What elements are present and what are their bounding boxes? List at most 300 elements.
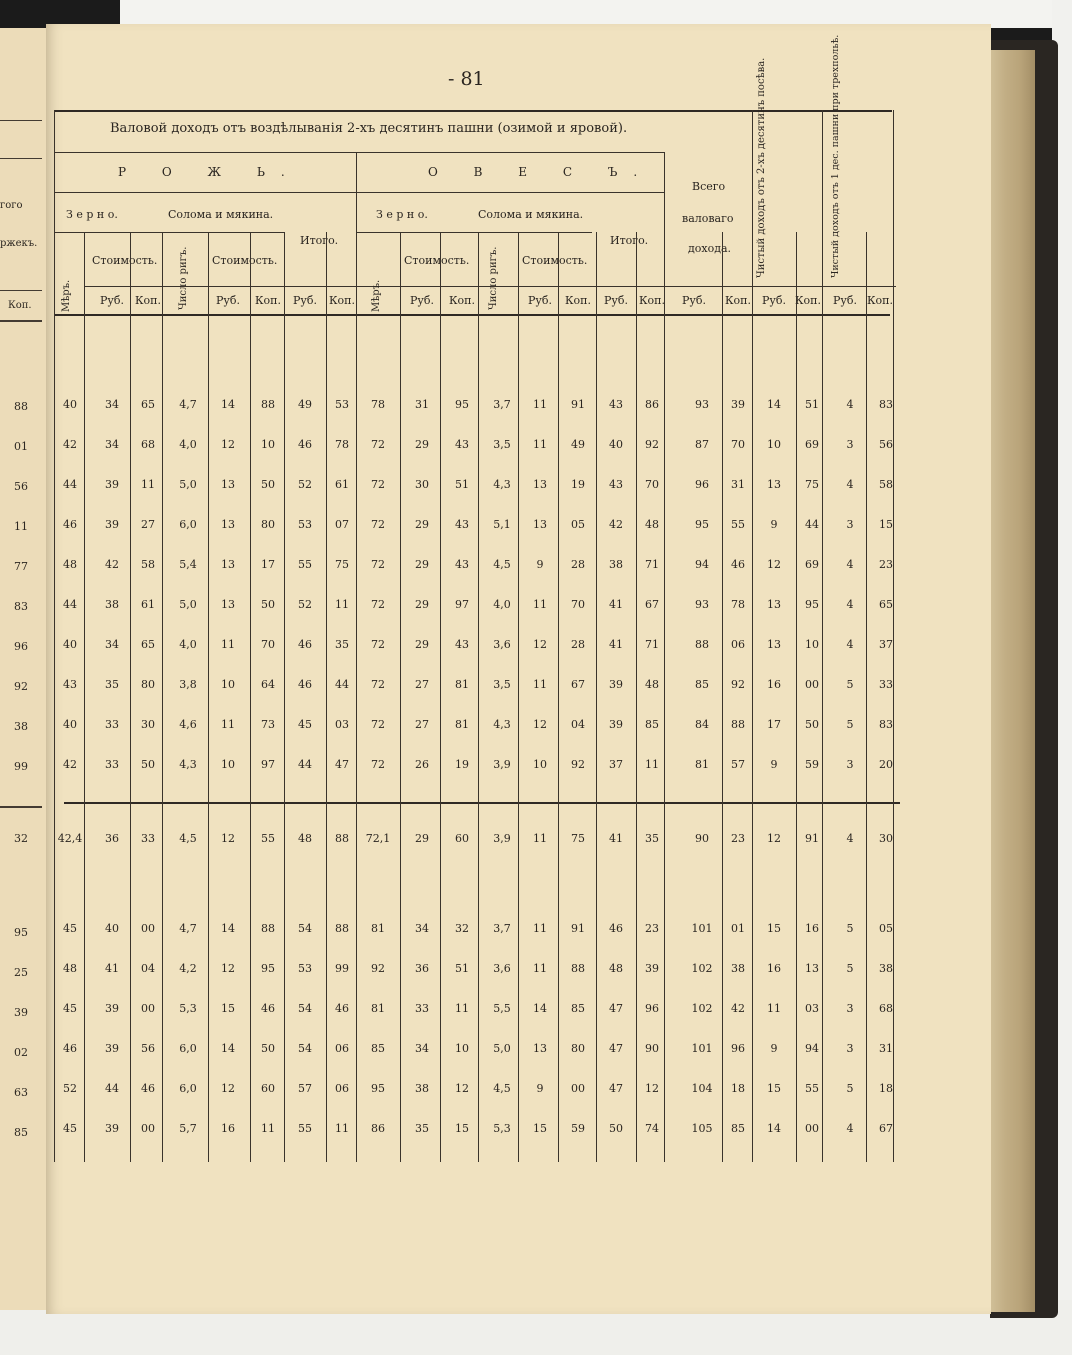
- table-cell: 101: [691, 922, 713, 935]
- table-cell: 16: [767, 678, 781, 691]
- table-cell: 4,5: [493, 1082, 511, 1095]
- table-cell: 28: [571, 558, 585, 571]
- table-cell: 50: [805, 718, 819, 731]
- left-page-value: 88: [14, 400, 28, 413]
- table-cell: 46: [731, 558, 745, 571]
- column-rule: [326, 232, 327, 1162]
- table-cell: 92: [371, 962, 385, 975]
- table-cell: 50: [261, 598, 275, 611]
- unit-label-rub: Руб.: [216, 294, 240, 307]
- oats-straw-heading: Солома и мякина.: [478, 208, 584, 221]
- table-cell: 31: [879, 1042, 893, 1055]
- table-cell: 39: [105, 1042, 119, 1055]
- table-cell: 42,4: [57, 832, 83, 845]
- table-cell: 4,3: [493, 478, 511, 491]
- rule: [54, 152, 664, 153]
- rye-total-heading: Итого.: [300, 234, 339, 247]
- table-cell: 91: [571, 398, 585, 411]
- rule: [0, 320, 42, 322]
- table-cell: 38: [879, 962, 893, 975]
- table-cell: 46: [298, 638, 312, 651]
- table-cell: 86: [645, 398, 659, 411]
- table-cell: 13: [767, 638, 781, 651]
- table-cell: 42: [609, 518, 623, 531]
- table-cell: 91: [805, 832, 819, 845]
- table-cell: 72: [371, 758, 385, 771]
- table-cell: 72: [371, 558, 385, 571]
- table-cell: 44: [298, 758, 312, 771]
- table-cell: 46: [609, 922, 623, 935]
- table-cell: 72: [371, 438, 385, 451]
- table-cell: 59: [571, 1122, 585, 1135]
- table-cell: 10: [261, 438, 275, 451]
- table-cell: 30: [415, 478, 429, 491]
- table-cell: 6,0: [179, 1042, 197, 1055]
- table-cell: 88: [695, 638, 709, 651]
- rule: [54, 314, 890, 316]
- unit-label-kop: Коп.: [725, 294, 751, 307]
- table-cell: 65: [141, 638, 155, 651]
- table-cell: 10: [805, 638, 819, 651]
- table-cell: 06: [335, 1042, 349, 1055]
- table-cell: 18: [879, 1082, 893, 1095]
- table-cell: 00: [805, 1122, 819, 1135]
- table-cell: 9: [770, 758, 778, 771]
- table-cell: 10: [221, 758, 235, 771]
- table-cell: 15: [455, 1122, 469, 1135]
- table-cell: 4,5: [179, 832, 197, 845]
- table-cell: 15: [221, 1002, 235, 1015]
- oats-measures-heading: Мѣръ.: [371, 279, 382, 312]
- table-cell: 102: [691, 1002, 713, 1015]
- table-cell: 5,4: [179, 558, 197, 571]
- table-cell: 32: [455, 922, 469, 935]
- table-cell: 55: [298, 558, 312, 571]
- table-cell: 43: [63, 678, 77, 691]
- table-cell: 19: [455, 758, 469, 771]
- table-cell: 5: [846, 1082, 854, 1095]
- table-cell: 46: [261, 1002, 275, 1015]
- table-cell: 81: [695, 758, 709, 771]
- table-cell: 11: [533, 922, 547, 935]
- table-cell: 33: [105, 718, 119, 731]
- table-cell: 95: [695, 518, 709, 531]
- table-cell: 88: [571, 962, 585, 975]
- table-cell: 4,7: [179, 398, 197, 411]
- rye-grain-heading: З е р н о.: [66, 208, 118, 221]
- table-cell: 04: [571, 718, 585, 731]
- table-cell: 48: [645, 678, 659, 691]
- table-cell: 81: [371, 922, 385, 935]
- table-cell: 75: [571, 832, 585, 845]
- table-cell: 11: [533, 398, 547, 411]
- table-cell: 40: [63, 398, 77, 411]
- table-cell: 4,0: [179, 638, 197, 651]
- table-cell: 50: [141, 758, 155, 771]
- table-cell: 38: [415, 1082, 429, 1095]
- table-cell: 05: [879, 922, 893, 935]
- table-cell: 53: [335, 398, 349, 411]
- table-cell: 00: [141, 1122, 155, 1135]
- table-cell: 46: [63, 518, 77, 531]
- table-cell: 85: [571, 1002, 585, 1015]
- table-cell: 3: [846, 758, 854, 771]
- table-cell: 4: [846, 832, 854, 845]
- column-rule: [722, 232, 723, 1162]
- table-cell: 65: [141, 398, 155, 411]
- table-cell: 27: [141, 518, 155, 531]
- table-cell: 11: [645, 758, 659, 771]
- left-page-value: 11: [14, 520, 28, 533]
- table-cell: 46: [298, 438, 312, 451]
- table-cell: 105: [691, 1122, 713, 1135]
- table-cell: 23: [879, 558, 893, 571]
- table-cell: 56: [141, 1042, 155, 1055]
- table-cell: 5,0: [493, 1042, 511, 1055]
- oats-ricks-heading: Число ригъ.: [488, 246, 499, 310]
- table-cell: 48: [609, 962, 623, 975]
- table-cell: 37: [609, 758, 623, 771]
- table-cell: 17: [261, 558, 275, 571]
- left-header-1: гого: [0, 200, 23, 211]
- table-cell: 88: [261, 922, 275, 935]
- rule: [64, 802, 900, 804]
- table-cell: 49: [571, 438, 585, 451]
- table-cell: 15: [767, 1082, 781, 1095]
- table-cell: 12: [767, 832, 781, 845]
- table-cell: 55: [261, 832, 275, 845]
- table-cell: 54: [298, 1042, 312, 1055]
- unit-label-kop: Коп.: [135, 294, 161, 307]
- table-cell: 48: [645, 518, 659, 531]
- table-cell: 3,5: [493, 678, 511, 691]
- table-cell: 26: [415, 758, 429, 771]
- unit-label-kop: Коп.: [795, 294, 821, 307]
- table-cell: 46: [298, 678, 312, 691]
- table-cell: 6,0: [179, 1082, 197, 1095]
- table-cell: 85: [731, 1122, 745, 1135]
- gross-heading-2: валоваго: [682, 212, 734, 225]
- table-cell: 3,7: [493, 398, 511, 411]
- table-cell: 74: [645, 1122, 659, 1135]
- table-cell: 11: [221, 718, 235, 731]
- table-cell: 34: [415, 1042, 429, 1055]
- table-cell: 83: [879, 398, 893, 411]
- table-cell: 3,6: [493, 638, 511, 651]
- table-cell: 95: [805, 598, 819, 611]
- rye-straw-cost: Стоимость.: [212, 254, 278, 267]
- column-rule: [162, 232, 163, 1162]
- table-cell: 36: [415, 962, 429, 975]
- table-cell: 38: [609, 558, 623, 571]
- table-cell: 5,7: [179, 1122, 197, 1135]
- table-cell: 81: [455, 678, 469, 691]
- table-cell: 78: [371, 398, 385, 411]
- table-cell: 3: [846, 1042, 854, 1055]
- table-cell: 43: [455, 638, 469, 651]
- rye-straw-heading: Солома и мякина.: [168, 208, 274, 221]
- table-cell: 43: [455, 438, 469, 451]
- table-cell: 18: [731, 1082, 745, 1095]
- table-cell: 88: [335, 922, 349, 935]
- table-cell: 88: [261, 398, 275, 411]
- table-cell: 14: [221, 1042, 235, 1055]
- table-cell: 29: [415, 638, 429, 651]
- table-cell: 13: [221, 478, 235, 491]
- table-cell: 5,0: [179, 478, 197, 491]
- table-cell: 13: [767, 478, 781, 491]
- table-cell: 12: [645, 1082, 659, 1095]
- table-cell: 11: [767, 1002, 781, 1015]
- table-cell: 5,5: [493, 1002, 511, 1015]
- table-cell: 11: [533, 678, 547, 691]
- gross-heading-3: дохода.: [688, 242, 732, 255]
- table-cell: 5: [846, 678, 854, 691]
- column-rule: [796, 232, 797, 1162]
- column-rule: [636, 232, 637, 1162]
- table-cell: 33: [141, 832, 155, 845]
- unit-label-rub: Руб.: [100, 294, 124, 307]
- rye-grain-cost: Стоимость.: [92, 254, 158, 267]
- table-cell: 35: [335, 638, 349, 651]
- column-rule: [130, 232, 131, 1162]
- column-rule: [518, 232, 519, 1162]
- left-page-value: 39: [14, 1006, 28, 1019]
- table-cell: 11: [335, 1122, 349, 1135]
- page-edges: [985, 50, 1035, 1312]
- table-cell: 81: [371, 1002, 385, 1015]
- table-cell: 88: [731, 718, 745, 731]
- table-cell: 23: [731, 832, 745, 845]
- table-cell: 48: [63, 558, 77, 571]
- table-cell: 97: [261, 758, 275, 771]
- table-cell: 72: [371, 638, 385, 651]
- table-cell: 43: [455, 558, 469, 571]
- table-cell: 96: [695, 478, 709, 491]
- table-cell: 04: [141, 962, 155, 975]
- table-cell: 23: [645, 922, 659, 935]
- table-cell: 95: [371, 1082, 385, 1095]
- left-page-value: 01: [14, 440, 28, 453]
- table-cell: 11: [261, 1122, 275, 1135]
- table-cell: 71: [645, 638, 659, 651]
- table-cell: 39: [105, 518, 119, 531]
- table-cell: 58: [879, 478, 893, 491]
- table-cell: 34: [105, 438, 119, 451]
- table-cell: 5,3: [493, 1122, 511, 1135]
- table-cell: 48: [63, 962, 77, 975]
- table-cell: 34: [105, 398, 119, 411]
- table-cell: 33: [879, 678, 893, 691]
- table-cell: 33: [415, 1002, 429, 1015]
- table-cell: 97: [455, 598, 469, 611]
- left-header-2: ржекъ.: [0, 238, 38, 249]
- table-cell: 27: [415, 718, 429, 731]
- table-cell: 85: [695, 678, 709, 691]
- table-cell: 20: [879, 758, 893, 771]
- table-cell: 90: [695, 832, 709, 845]
- table-cell: 49: [298, 398, 312, 411]
- table-cell: 78: [335, 438, 349, 451]
- table-cell: 38: [105, 598, 119, 611]
- table-cell: 27: [415, 678, 429, 691]
- table-cell: 43: [609, 478, 623, 491]
- table-cell: 70: [261, 638, 275, 651]
- table-cell: 47: [609, 1002, 623, 1015]
- column-rule: [596, 232, 597, 1162]
- table-cell: 30: [879, 832, 893, 845]
- table-cell: 85: [645, 718, 659, 731]
- table-cell: 12: [221, 962, 235, 975]
- table-cell: 39: [105, 1002, 119, 1015]
- table-cell: 4,6: [179, 718, 197, 731]
- table-cell: 12: [767, 558, 781, 571]
- table-cell: 03: [335, 718, 349, 731]
- gross-heading-1: Всего: [692, 180, 726, 193]
- table-cell: 72: [371, 718, 385, 731]
- left-page-value: 99: [14, 760, 28, 773]
- table-cell: 69: [805, 558, 819, 571]
- table-cell: 85: [371, 1042, 385, 1055]
- table-cell: 16: [221, 1122, 235, 1135]
- table-cell: 00: [141, 1002, 155, 1015]
- table-cell: 67: [571, 678, 585, 691]
- left-page-value: 56: [14, 480, 28, 493]
- table-cell: 5: [846, 718, 854, 731]
- table-cell: 30: [141, 718, 155, 731]
- oats-grain-cost: Стоимость.: [404, 254, 470, 267]
- table-cell: 51: [455, 478, 469, 491]
- table-cell: 68: [879, 1002, 893, 1015]
- table-cell: 9: [536, 1082, 544, 1095]
- table-cell: 55: [298, 1122, 312, 1135]
- table-cell: 9: [770, 1042, 778, 1055]
- table-cell: 38: [731, 962, 745, 975]
- table-cell: 42: [105, 558, 119, 571]
- table-cell: 78: [731, 598, 745, 611]
- table-cell: 90: [645, 1042, 659, 1055]
- table-cell: 34: [415, 922, 429, 935]
- table-cell: 14: [533, 1002, 547, 1015]
- table-cell: 96: [731, 1042, 745, 1055]
- table-cell: 00: [141, 922, 155, 935]
- table-cell: 67: [645, 598, 659, 611]
- table-cell: 3: [846, 1002, 854, 1015]
- table-cell: 10: [533, 758, 547, 771]
- table-cell: 06: [731, 638, 745, 651]
- table-cell: 67: [879, 1122, 893, 1135]
- table-cell: 56: [879, 438, 893, 451]
- table-cell: 14: [767, 1122, 781, 1135]
- table-cell: 72,1: [365, 832, 391, 845]
- table-cell: 40: [63, 638, 77, 651]
- table-cell: 42: [63, 758, 77, 771]
- table-cell: 12: [533, 718, 547, 731]
- table-cell: 101: [691, 1042, 713, 1055]
- table-cell: 12: [221, 832, 235, 845]
- table-cell: 45: [63, 1122, 77, 1135]
- table-cell: 10: [455, 1042, 469, 1055]
- left-page-value: 02: [14, 1046, 28, 1059]
- unit-label-rub: Руб.: [410, 294, 434, 307]
- column-rule: [208, 232, 209, 1162]
- table-cell: 28: [571, 638, 585, 651]
- table-cell: 87: [695, 438, 709, 451]
- column-rule: [440, 232, 441, 1162]
- table-cell: 13: [221, 558, 235, 571]
- table-cell: 45: [298, 718, 312, 731]
- table-cell: 16: [805, 922, 819, 935]
- table-cell: 81: [455, 718, 469, 731]
- table-cell: 43: [609, 398, 623, 411]
- table-cell: 13: [533, 1042, 547, 1055]
- table-cell: 57: [298, 1082, 312, 1095]
- table-cell: 41: [609, 832, 623, 845]
- table-cell: 40: [63, 718, 77, 731]
- table-cell: 68: [141, 438, 155, 451]
- column-rule: [250, 232, 251, 1162]
- table-cell: 52: [63, 1082, 77, 1095]
- table-cell: 33: [105, 758, 119, 771]
- table-cell: 54: [298, 922, 312, 935]
- table-cell: 72: [371, 518, 385, 531]
- table-cell: 72: [371, 598, 385, 611]
- table-cell: 35: [105, 678, 119, 691]
- table-cell: 11: [221, 638, 235, 651]
- oats-heading: О В Е С Ъ.: [428, 165, 654, 179]
- table-cell: 92: [645, 438, 659, 451]
- oats-grain-heading: З е р н о.: [376, 208, 428, 221]
- table-cell: 52: [298, 598, 312, 611]
- table-cell: 11: [533, 598, 547, 611]
- table-cell: 95: [261, 962, 275, 975]
- table-cell: 70: [571, 598, 585, 611]
- table-cell: 57: [731, 758, 745, 771]
- table-cell: 4: [846, 478, 854, 491]
- table-cell: 4,7: [179, 922, 197, 935]
- table-cell: 14: [221, 922, 235, 935]
- table-cell: 52: [298, 478, 312, 491]
- rule: [0, 806, 42, 808]
- table-cell: 4,0: [493, 598, 511, 611]
- rule: [356, 232, 592, 233]
- table-cell: 55: [731, 518, 745, 531]
- rule: [0, 120, 42, 121]
- table-cell: 4: [846, 398, 854, 411]
- unit-label-rub: Руб.: [682, 294, 706, 307]
- table-cell: 31: [731, 478, 745, 491]
- table-cell: 29: [415, 438, 429, 451]
- table-cell: 07: [335, 518, 349, 531]
- table-cell: 41: [105, 962, 119, 975]
- table-cell: 13: [533, 518, 547, 531]
- table-cell: 13: [221, 598, 235, 611]
- table-cell: 34: [105, 638, 119, 651]
- table-cell: 5,0: [179, 598, 197, 611]
- table-cell: 72: [371, 478, 385, 491]
- table-cell: 58: [141, 558, 155, 571]
- table-cell: 3,6: [493, 962, 511, 975]
- column-rule: [284, 232, 285, 1162]
- table-cell: 39: [105, 478, 119, 491]
- table-cell: 3,9: [493, 832, 511, 845]
- oats-total-heading: Итого.: [610, 234, 649, 247]
- left-page-value: 38: [14, 720, 28, 733]
- table-cell: 4,5: [493, 558, 511, 571]
- left-page-value: 63: [14, 1086, 28, 1099]
- table-cell: 39: [645, 962, 659, 975]
- net-one-heading: Чистый доходъ отъ 1 дес. пашни при трехпольѣ.: [830, 34, 841, 278]
